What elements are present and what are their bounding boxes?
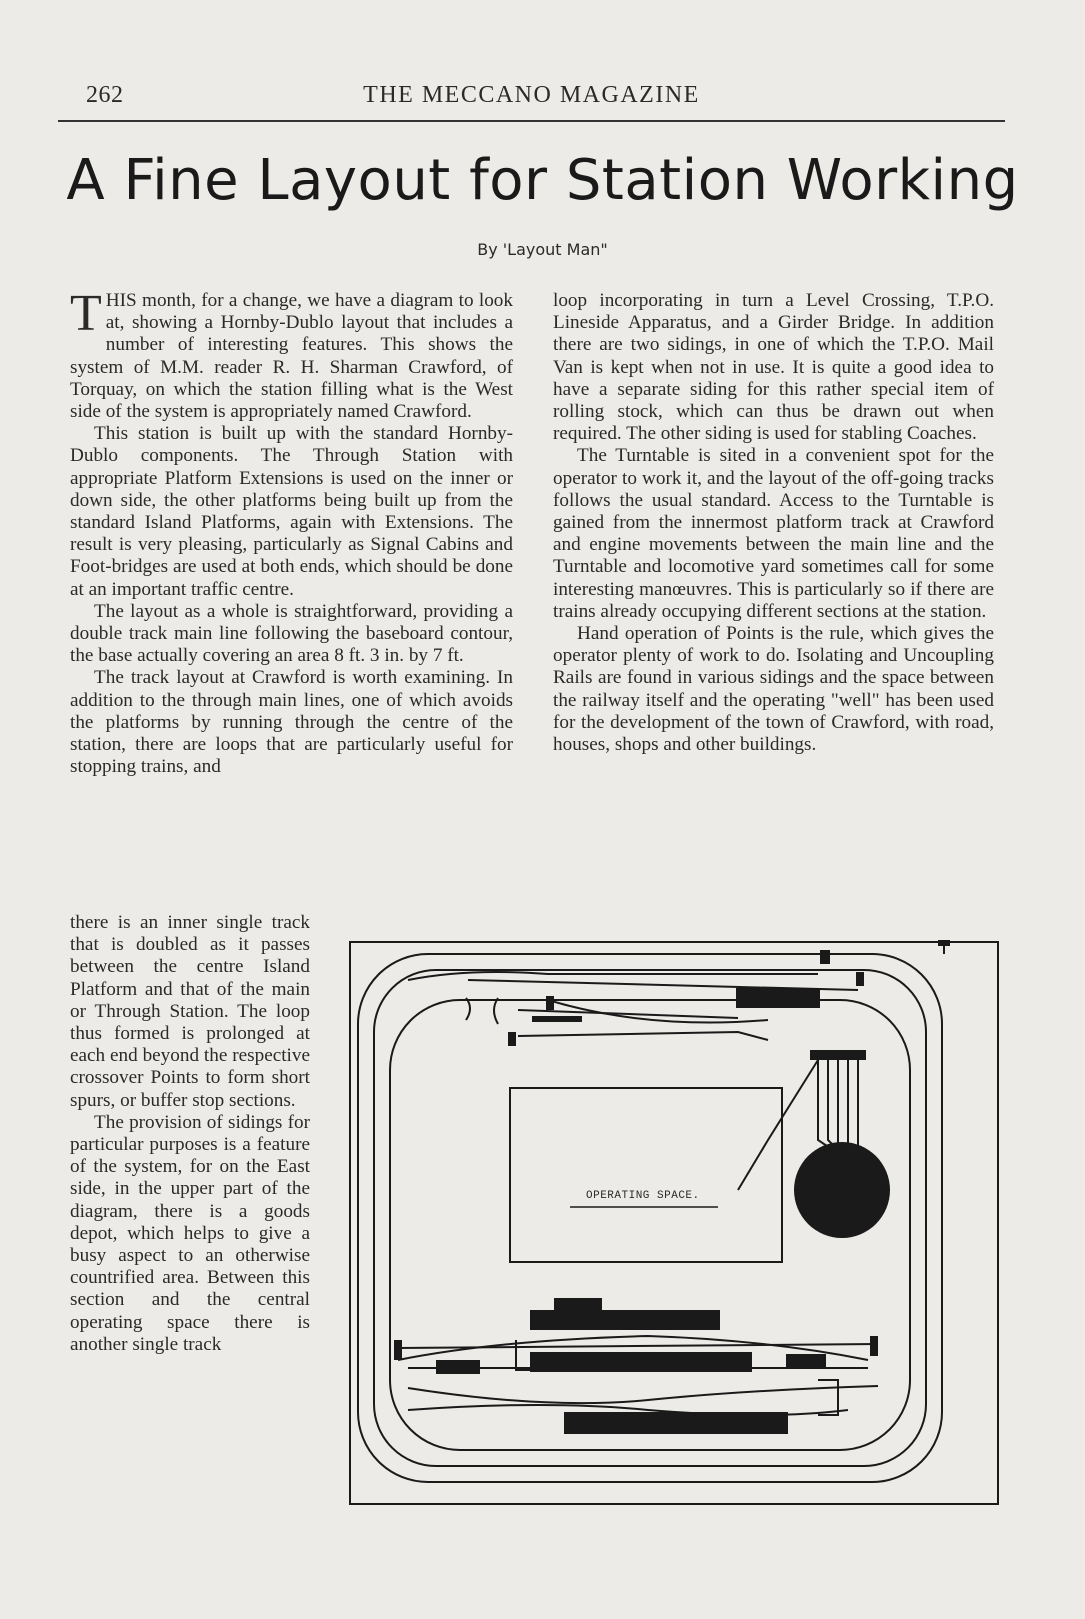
drop-cap: T [70,285,102,342]
paragraph: Hand operation of Points is the rule, which gives the operator plenty of work to do. Isolating and Uncoupling Rails are found in various sidings and the space between the railway itself and the operating "well" has been used for the development of the town of Crawford, with road, houses, shops and other buildings. [553,623,994,756]
buffer-stop-6 [394,1340,402,1360]
goods-shed [736,988,820,1008]
narrow-column [70,912,310,1356]
paragraph: THIS month, for a change, we have a diagram to look at, showing a Hornby-Dublo layout that includes a number of interesting features. This shows the system of M.M. reader R. H. Sharman Crawford, of Torquay, on which the station filling what is the West side of the system is appropriately named Crawford. [70,285,513,423]
goods-platform [532,1016,582,1022]
article-title: A Fine Layout for Station Working [66,148,1019,213]
paragraph: The provision of sidings for particular purposes is a feature of the system, for on the East side, in the upper part of the diagram, there is a goods depot, which helps to give a busy aspect to an otherwise countrified area. Between this section and the central operating space there is another single track [70,1111,310,1355]
paragraph: This station is built up with the standard Hornby-Dublo components. The Through Station with appropriate Platform Extensions is used on the inner or down side, the other platforms being built up from the standard Island Platforms, again with Extensions. The result is very pleasing, particularly as Signal Cabins and Foot-bridges are used at both ends, which should be done at an important traffic centre. [70,423,513,600]
goods-siding-1 [408,972,818,980]
turntable-buffers [810,1050,866,1060]
buffer-stop-1 [820,950,830,964]
island-platform-1 [530,1310,720,1330]
turntable [794,1142,890,1238]
operating-space-box [510,1088,782,1262]
article-byline: By 'Layout Man" [477,240,608,259]
header-rule [58,120,1005,122]
paragraph: The layout as a whole is straightforward, providing a double track main line following the baseboard contour, the base actually covering an area 8 ft. 3 in. by 7 ft. [70,600,513,667]
paragraph: The track layout at Crawford is worth examining. In addition to the through main lines, one of which avoids the platforms by running through the centre of the station, there are loops that are particularly useful for stopping trains, and [70,667,513,778]
buffer-stop-5 [508,1032,516,1046]
buffer-bracket-2 [494,998,498,1024]
platform-extension [786,1354,826,1368]
buffer-stop-3 [938,940,950,946]
goods-siding-4 [518,1032,768,1040]
buffer-stop-7 [870,1336,878,1356]
buffer-bracket-1 [466,998,470,1020]
paragraph: loop incorporating in turn a Level Crossing, T.P.O. Lineside Apparatus, and a Girder Bridge. In addition there are two sidings, in one of which the T.P.O. Mail Van is kept when not in use. It is quite a good idea to have a separate siding for this rather special item of rolling stock, which can thus be drawn out when required. The other siding is used for stabling Coaches. [553,290,994,445]
station-track-3 [408,1386,878,1403]
through-platform [530,1352,752,1372]
signal-cabin [436,1360,480,1374]
track-diagram-svg [348,940,1000,1508]
buffer-stop-4 [546,996,554,1010]
operating-space-label: OPERATING SPACE. [586,1190,700,1202]
station-spur-bracket-right [818,1380,838,1415]
paragraph: there is an inner single track that is doubled as it passes between the centre Island Platform and that of the main or Through Station. The loop thus formed is prolonged at each end beyond the respective crossover Points to form short spurs, or buffer stop sections. [70,912,310,1111]
station-track-1 [398,1344,878,1348]
left-column [70,285,513,778]
island-platform-2 [564,1412,788,1434]
right-column [553,290,994,756]
buffer-stop-2 [856,972,864,986]
paragraph: The Turntable is sited in a convenient spot for the operator to work it, and the layout of the off-going tracks follows the usual standard. Access to the Turntable is gained from the innermost platform track at Crawford and engine movements between the main line and the Turntable and locomotive yard sometimes call for some interesting manœuvres. This is particularly so if there are trains already occupying different sections at the station. [553,445,994,622]
track-layout-diagram [348,940,1000,1508]
magazine-title: THE MECCANO MAGAZINE [363,82,700,108]
page-header [58,82,1005,118]
page-number: 262 [86,82,124,108]
